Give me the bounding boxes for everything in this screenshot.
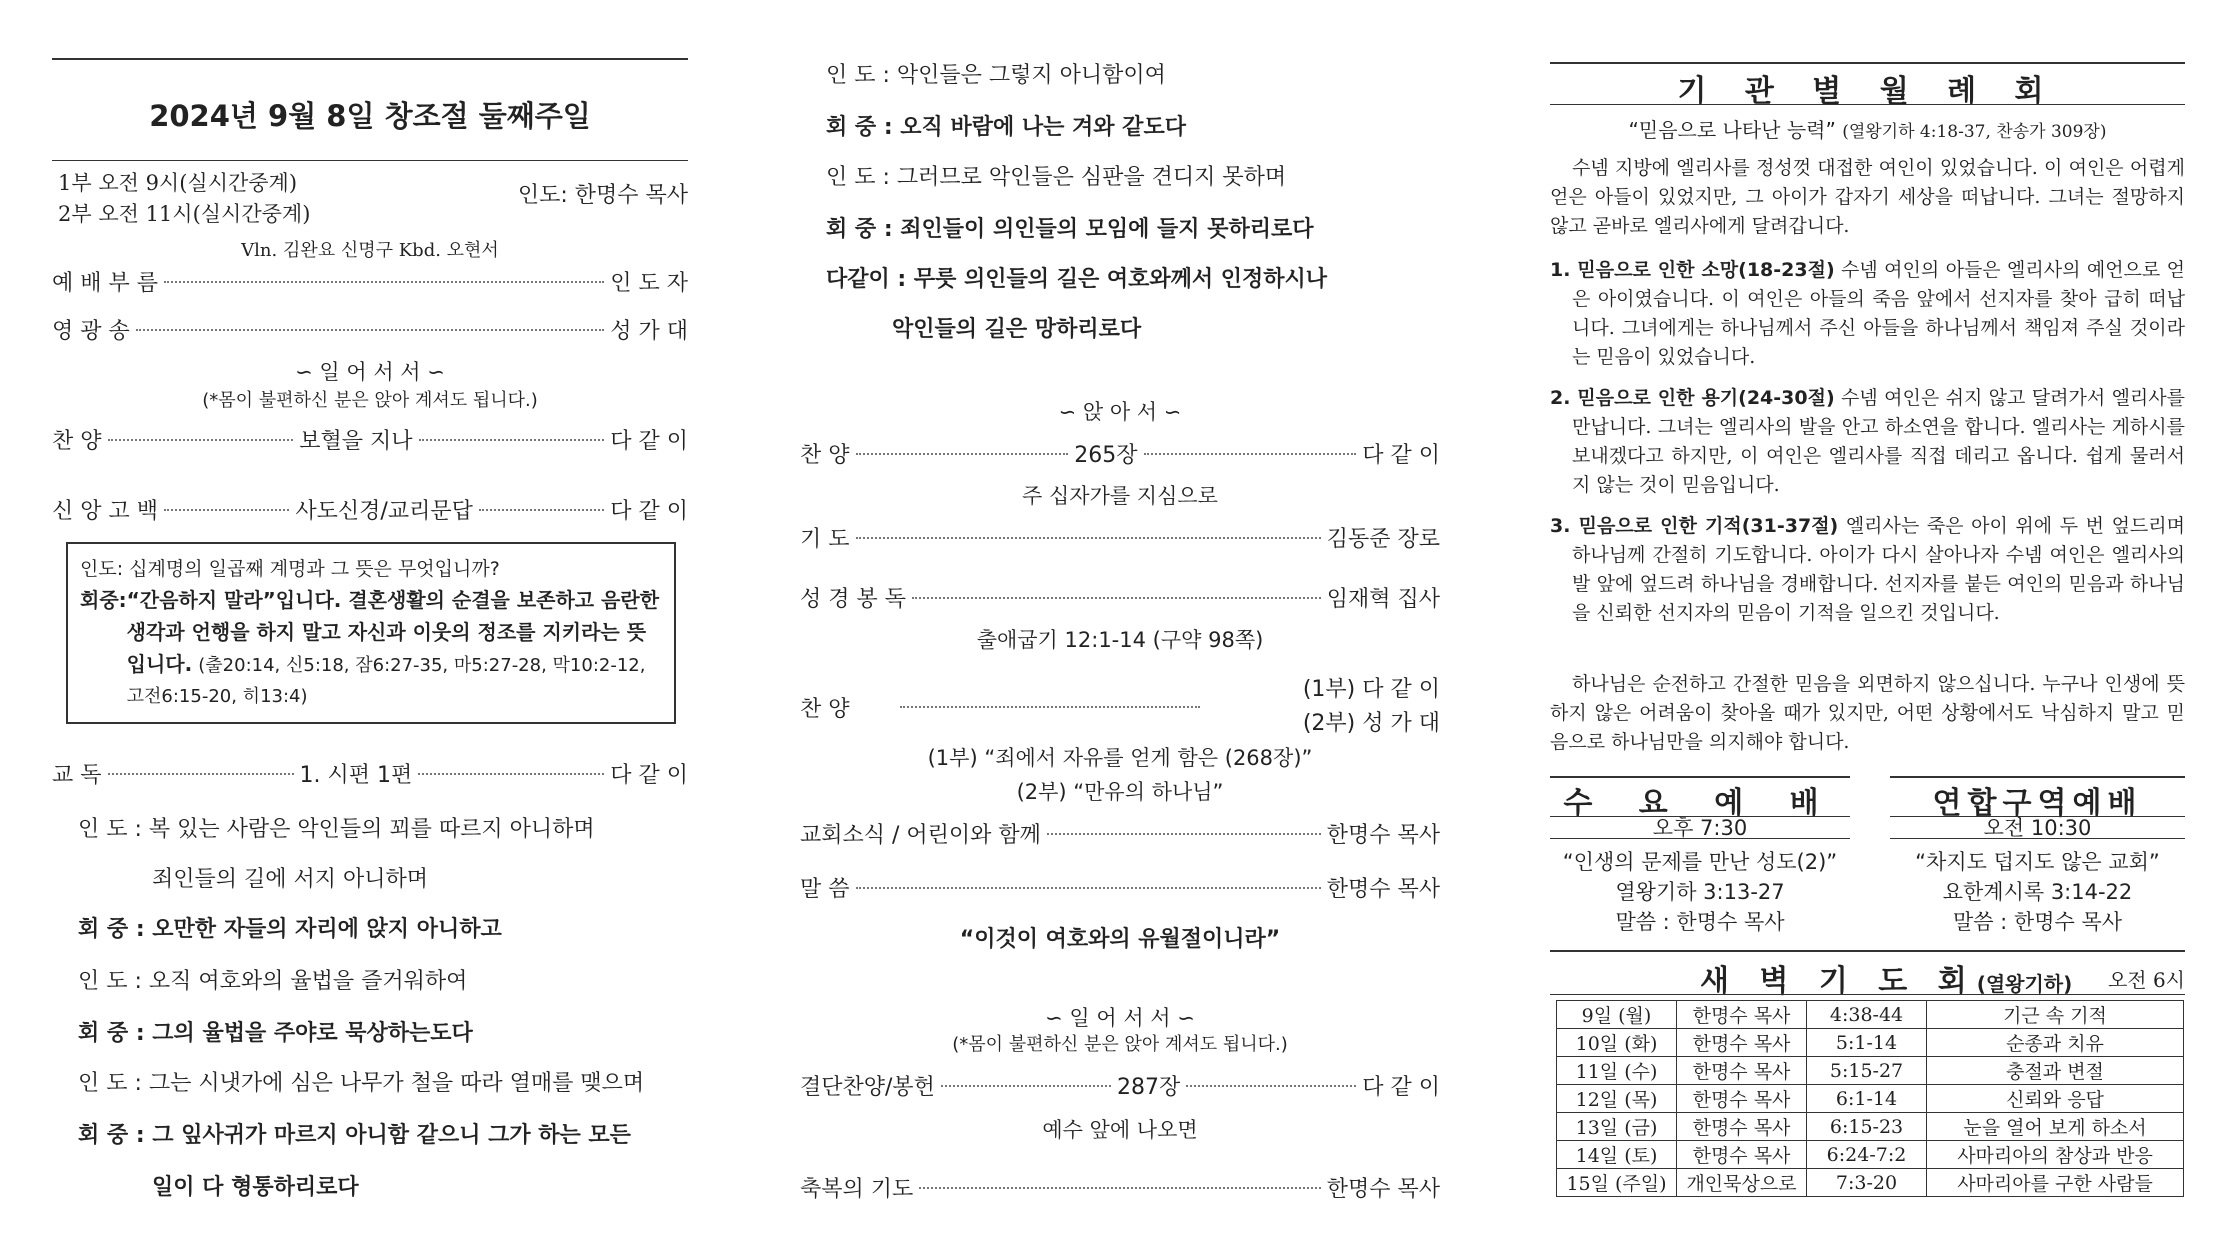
table-row bbox=[1557, 1141, 2184, 1169]
response-line: 악인들의 길은 망하리로다 bbox=[892, 317, 1142, 342]
monthly-meeting-heading: 기 관 별 월 례 회 bbox=[1677, 74, 2058, 109]
musicians: Vln. 김완요 신명구 Kbd. 오현서 bbox=[241, 240, 499, 261]
united-service-title: 연합구역예배 bbox=[1932, 786, 2143, 821]
announcements-column bbox=[1550, 0, 2185, 1234]
response-line: 회 중 : 오직 바람에 나는 겨와 같도다 bbox=[826, 115, 1186, 140]
order-offering: 결단찬양/봉헌 287장 다 같 이 bbox=[800, 1075, 1440, 1100]
top-rule bbox=[52, 58, 688, 60]
response-line: 일이 다 형통하리로다 bbox=[152, 1175, 359, 1200]
dawn-passage: 4:38-44 bbox=[1807, 1001, 1927, 1029]
dawn-preacher: 한명수 목사 bbox=[1677, 1001, 1807, 1029]
dawn-preacher: 한명수 목사 bbox=[1677, 1057, 1807, 1085]
dawn-prayer-heading: 새 벽 기 도 회(열왕기하) bbox=[1700, 964, 2073, 999]
stand-note: (*몸이 불편하신 분은 앉아 계셔도 됩니다.) bbox=[202, 390, 538, 411]
dawn-date: 9일 (월) bbox=[1557, 1001, 1677, 1029]
united-scripture: 요한계시록 3:14-22 bbox=[1942, 880, 2133, 904]
dawn-topic: 신뢰와 응답 bbox=[1927, 1085, 2184, 1113]
sermon-title: “이것이 여호와의 유월절이니라” bbox=[959, 927, 1281, 952]
order-hymn: 찬 양 보혈을 지나 다 같 이 bbox=[52, 429, 689, 454]
anthem-performer-1: (1부) 다 같 이 bbox=[1302, 677, 1440, 702]
dawn-preacher: 한명수 목사 bbox=[1677, 1085, 1807, 1113]
table-row bbox=[1557, 1001, 2184, 1029]
response-line: 인 도 : 그는 시냇가에 심은 나무가 철을 따라 열매를 맺으며 bbox=[78, 1071, 645, 1096]
response-line: 다같이 : 무릇 의인들의 길은 여호와께서 인정하시나 bbox=[826, 267, 1328, 292]
catechism-box bbox=[66, 542, 676, 724]
stand-note: (*몸이 불편하신 분은 앉아 계셔도 됩니다.) bbox=[952, 1034, 1288, 1055]
order-of-worship-column bbox=[52, 0, 688, 1234]
page-title: 2024년 9월 8일 창조절 둘째주일 bbox=[149, 99, 591, 133]
catechism-answer: 회중: “간음하지 말라”입니다. 결혼생활의 순결을 보존하고 음란한 생각과 언행을 하지 말고 자신과 이웃의 정조를 지키라는 뜻입니다. (출20:14, 신5:18, 잠6:27-35, 마5:27-28, 막10:2-12, 고전6:15-20, 히13:4) bbox=[80, 588, 660, 707]
response-line: 회 중 : 오만한 자들의 자리에 앉지 아니하고 bbox=[78, 917, 502, 942]
order-benediction: 축복의 기도 한명수 목사 bbox=[800, 1177, 1440, 1202]
dawn-date: 10일 (화) bbox=[1557, 1029, 1677, 1057]
table-row bbox=[1557, 1085, 2184, 1113]
dawn-passage: 7:3-20 bbox=[1807, 1169, 1927, 1197]
dawn-date: 15일 (주일) bbox=[1557, 1169, 1677, 1197]
monthly-point-2: 2. 믿음으로 인한 용기(24-30절) 수넴 여인은 쉬지 않고 달려가서 엘리사를 만납니다. 그녀는 엘리사의 발을 안고 하소연을 합니다. 엘리사는 게하시를 보내겠다고 하지만, 이 여인은 엘리사를 직접 데리고 옵니다. 쉽게 물러서지 않는 것이 믿음입니다. bbox=[1550, 387, 2185, 496]
response-line: 회 중 : 그의 율법을 주야로 묵상하는도다 bbox=[78, 1021, 473, 1046]
order-hymn: 찬 양 265장 다 같 이 bbox=[800, 443, 1440, 468]
order-reading: 교 독 1. 시편 1편 다 같 이 bbox=[52, 763, 689, 788]
monthly-intro: 수넴 지방에 엘리사를 정성껏 대접한 여인이 있었습니다. 이 여인은 어렵게 얻은 아들이 있었지만, 그 아이가 갑자기 세상을 떠납니다. 그녀는 절망하지 않고 곧바로 엘리사에게 달려갑니다. bbox=[1550, 157, 2185, 237]
wednesday-preacher: 말씀 : 한명수 목사 bbox=[1615, 910, 1785, 934]
stand-instruction: ∽ 일 어 서 서 ∽ bbox=[295, 360, 445, 384]
dawn-heading-rule bbox=[1550, 994, 2185, 995]
response-line: 인 도 : 오직 여호와의 율법을 즐거워하여 bbox=[78, 969, 468, 994]
united-time-rule bbox=[1890, 838, 2185, 839]
response-line: 인 도 : 그러므로 악인들은 심판을 견디지 못하며 bbox=[826, 165, 1287, 190]
dawn-date: 12일 (목) bbox=[1557, 1085, 1677, 1113]
hymn-title: 주 십자가를 지심으로 bbox=[1022, 484, 1218, 508]
anthem-performer-2: (2부) 성 가 대 bbox=[1302, 711, 1440, 736]
dawn-passage: 6:24-7:2 bbox=[1807, 1141, 1927, 1169]
service-leader: 인도: 한명수 목사 bbox=[517, 183, 688, 208]
order-prayer: 기 도 김동준 장로 bbox=[800, 527, 1440, 552]
anthem-title-2: (2부) “만유의 하나님” bbox=[1016, 780, 1224, 804]
wed-time-rule bbox=[1550, 838, 1850, 839]
response-line: 회 중 : 그 잎사귀가 마르지 아니함 같으니 그가 하는 모든 bbox=[78, 1123, 631, 1148]
dawn-topic: 충절과 변절 bbox=[1927, 1057, 2184, 1085]
dawn-passage: 5:1-14 bbox=[1807, 1029, 1927, 1057]
dawn-passage: 5:15-27 bbox=[1807, 1057, 1927, 1085]
united-preacher: 말씀 : 한명수 목사 bbox=[1952, 910, 2123, 934]
anthem-label: 찬 양 bbox=[800, 697, 850, 722]
service-time-1: 1부 오전 9시(실시간중계) bbox=[58, 171, 298, 195]
dawn-topic: 사마리아를 구한 사람들 bbox=[1927, 1169, 2184, 1197]
response-line: 인 도 : 악인들은 그렇지 아니함이여 bbox=[826, 63, 1166, 88]
dawn-topic: 눈을 열어 보게 하소서 bbox=[1927, 1113, 2184, 1141]
order-sermon: 말 씀 한명수 목사 bbox=[800, 877, 1440, 902]
dawn-prayer-time: 오전 6시 bbox=[2107, 968, 2185, 992]
order-creed: 신 앙 고 백 사도신경/교리문답 다 같 이 bbox=[52, 499, 688, 524]
stand-instruction: ∽ 일 어 서 서 ∽ bbox=[1045, 1006, 1195, 1030]
dawn-prayer-table bbox=[1556, 1000, 2184, 1197]
wednesday-scripture: 열왕기하 3:13-27 bbox=[1615, 880, 1785, 904]
dawn-passage: 6:1-14 bbox=[1807, 1085, 1927, 1113]
wednesday-service-title: 수 요 예 배 bbox=[1563, 786, 1837, 821]
dawn-passage: 6:15-23 bbox=[1807, 1113, 1927, 1141]
monthly-point-3: 3. 믿음으로 인한 기적(31-37절) 엘리사는 죽은 아이 위에 두 번 엎드리며 하나님께 간절히 기도합니다. 아이가 다시 살아나자 수넴 여인은 엘리사의 발 앞에 엎드려 하나님을 경배합니다. 선지자를 붙든 여인의 믿음과 하나님을 신뢰한 선지자의 믿음이 기적을 일으킨 것입니다. bbox=[1550, 515, 2185, 624]
dawn-preacher: 개인묵상으로 bbox=[1677, 1169, 1807, 1197]
order-doxology: 영 광 송 성 가 대 bbox=[52, 319, 688, 344]
dawn-top-rule bbox=[1550, 950, 2185, 952]
catechism-question: 인도: 십계명의 일곱째 계명과 그 뜻은 무엇입니까? bbox=[80, 558, 500, 580]
dawn-date: 11일 (수) bbox=[1557, 1057, 1677, 1085]
anthem-title-1: (1부) “죄에서 자유를 얻게 함은 (268장)” bbox=[927, 746, 1313, 770]
response-line: 회 중 : 죄인들이 의인들의 모임에 들지 못하리로다 bbox=[826, 217, 1314, 242]
scripture-reference: 출애굽기 12:1-14 (구약 98쪽) bbox=[976, 628, 1264, 652]
response-line: 죄인들의 길에 서지 아니하며 bbox=[152, 867, 429, 892]
response-line: 인 도 : 복 있는 사람은 악인들의 꾀를 따르지 아니하며 bbox=[78, 817, 595, 842]
order-call: 예 배 부 름 인 도 자 bbox=[52, 271, 688, 296]
order-news: 교회소식 / 어린이와 함께 한명수 목사 bbox=[800, 823, 1440, 848]
monthly-point-1: 1. 믿음으로 인한 소망(18-23절) 수넴 여인의 아들은 엘리사의 예언으로 얻은 아이였습니다. 이 여인은 아들의 죽음 앞에서 선지자를 찾아 급히 떠납니다. 그녀에게는 하나님께서 주신 아들을 하나님께서 책임져 주실 것이라는 믿음이 있었습니다. bbox=[1550, 259, 2185, 368]
dawn-topic: 사마리아의 참상과 반응 bbox=[1927, 1141, 2184, 1169]
monthly-heading-rule bbox=[1550, 104, 2185, 105]
dawn-date: 13일 (금) bbox=[1557, 1113, 1677, 1141]
dawn-preacher: 한명수 목사 bbox=[1677, 1113, 1807, 1141]
monthly-top-rule bbox=[1550, 62, 2185, 64]
order-of-worship-continued bbox=[800, 0, 1440, 1234]
united-sermon-title: “차지도 덥지도 않은 교회” bbox=[1915, 850, 2160, 874]
order-scripture: 성 경 봉 독 임재혁 집사 bbox=[800, 587, 1440, 612]
title-rule bbox=[52, 160, 688, 161]
dawn-topic: 기근 속 기적 bbox=[1927, 1001, 2184, 1029]
table-row bbox=[1557, 1057, 2184, 1085]
monthly-conclusion: 하나님은 순전하고 간절한 믿음을 외면하지 않으십니다. 누구나 인생에 뜻하지 않은 어려움이 찾아올 때가 있지만, 어떤 상황에서도 낙심하지 말고 믿음으로 하나님만을 의지해야 합니다. bbox=[1550, 673, 2185, 753]
sit-instruction: ∽ 앉 아 서 ∽ bbox=[1058, 400, 1182, 424]
table-row bbox=[1557, 1113, 2184, 1141]
anthem-dots bbox=[900, 706, 1200, 708]
offering-hymn-title: 예수 앞에 나오면 bbox=[1042, 1118, 1198, 1142]
united-time: 오전 10:30 bbox=[1983, 816, 2092, 840]
service-time-2: 2부 오전 11시(실시간중계) bbox=[58, 202, 311, 226]
dawn-preacher: 한명수 목사 bbox=[1677, 1141, 1807, 1169]
monthly-topic: “믿음으로 나타난 능력” (열왕기하 4:18-37, 찬송가 309장) bbox=[1628, 118, 2107, 142]
wednesday-sermon-title: “인생의 문제를 만난 성도(2)” bbox=[1562, 850, 1838, 874]
table-row bbox=[1557, 1029, 2184, 1057]
dawn-topic: 순종과 치유 bbox=[1927, 1029, 2184, 1057]
table-row bbox=[1557, 1169, 2184, 1197]
wednesday-time: 오후 7:30 bbox=[1652, 816, 1748, 840]
dawn-preacher: 한명수 목사 bbox=[1677, 1029, 1807, 1057]
dawn-date: 14일 (토) bbox=[1557, 1141, 1677, 1169]
